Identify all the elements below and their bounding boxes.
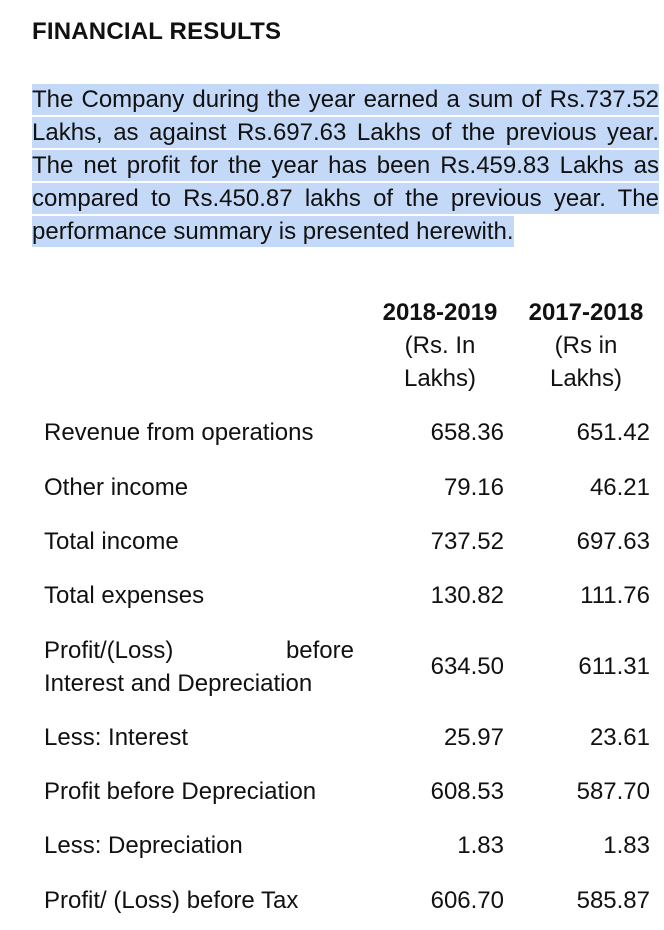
column-header-2018-2019 [360, 296, 520, 395]
column-unit-line2: Lakhs) [549, 365, 623, 392]
row-label-profit-before-depreciation: Profit before Depreciation [44, 778, 317, 805]
column-unit-line1: (Rs. In [404, 332, 476, 359]
row-label-profit-before-interest [44, 634, 354, 700]
row-value-2019: 634.50 [430, 653, 504, 680]
row-value-2019: 658.36 [430, 419, 504, 446]
column-unit-line1: (Rs in [554, 332, 618, 359]
row-label-other-income: Other income [44, 474, 189, 501]
row-label-line2: Interest and Depreciation [44, 670, 313, 697]
column-unit-line2: Lakhs) [403, 365, 477, 392]
row-label-revenue: Revenue from operations [44, 419, 314, 446]
row-value-2019: 25.97 [443, 724, 504, 751]
row-value-2018: 697.63 [576, 528, 650, 555]
selected-text-highlight[interactable]: The Company during the year earned a sum of Rs.737.52 Lakhs, as against Rs.697.63 Lakhs of the previous year. The net profit for the year has been Rs.459.83 Lakhs as compared to Rs.450.87 lakhs of the previous year. The performance summary is presented herewith. [32, 86, 659, 245]
row-value-2018: 585.87 [576, 887, 650, 914]
row-value-2019: 79.16 [443, 474, 504, 501]
row-value-2018: 651.42 [576, 419, 650, 446]
row-value-2019: 737.52 [430, 528, 504, 555]
row-label-total-income: Total income [44, 528, 179, 555]
row-value-2018: 111.76 [580, 582, 650, 609]
row-value-2018: 587.70 [576, 778, 650, 805]
row-value-2018: 23.61 [589, 724, 650, 751]
row-value-2019: 608.53 [430, 778, 504, 805]
row-label-part: Profit/(Loss) [44, 637, 174, 664]
row-label-part: before [285, 637, 354, 664]
row-label-total-expenses: Total expenses [44, 582, 205, 609]
row-value-2019: 130.82 [430, 582, 504, 609]
column-year: 2018-2019 [382, 299, 498, 326]
summary-paragraph [32, 83, 659, 248]
row-value-2018: 46.21 [589, 474, 650, 501]
row-value-2019: 606.70 [430, 887, 504, 914]
row-label-profit-before-tax: Profit/ (Loss) before Tax [44, 887, 299, 914]
row-value-2019: 1.83 [457, 832, 504, 859]
row-label-less-depreciation: Less: Depreciation [44, 832, 243, 859]
column-header-2017-2018 [506, 296, 664, 395]
row-value-2018: 611.31 [578, 653, 650, 680]
row-label-less-interest: Less: Interest [44, 724, 189, 751]
row-value-2018: 1.83 [603, 832, 650, 859]
section-heading: FINANCIAL RESULTS [32, 18, 282, 45]
column-year: 2017-2018 [528, 299, 644, 326]
